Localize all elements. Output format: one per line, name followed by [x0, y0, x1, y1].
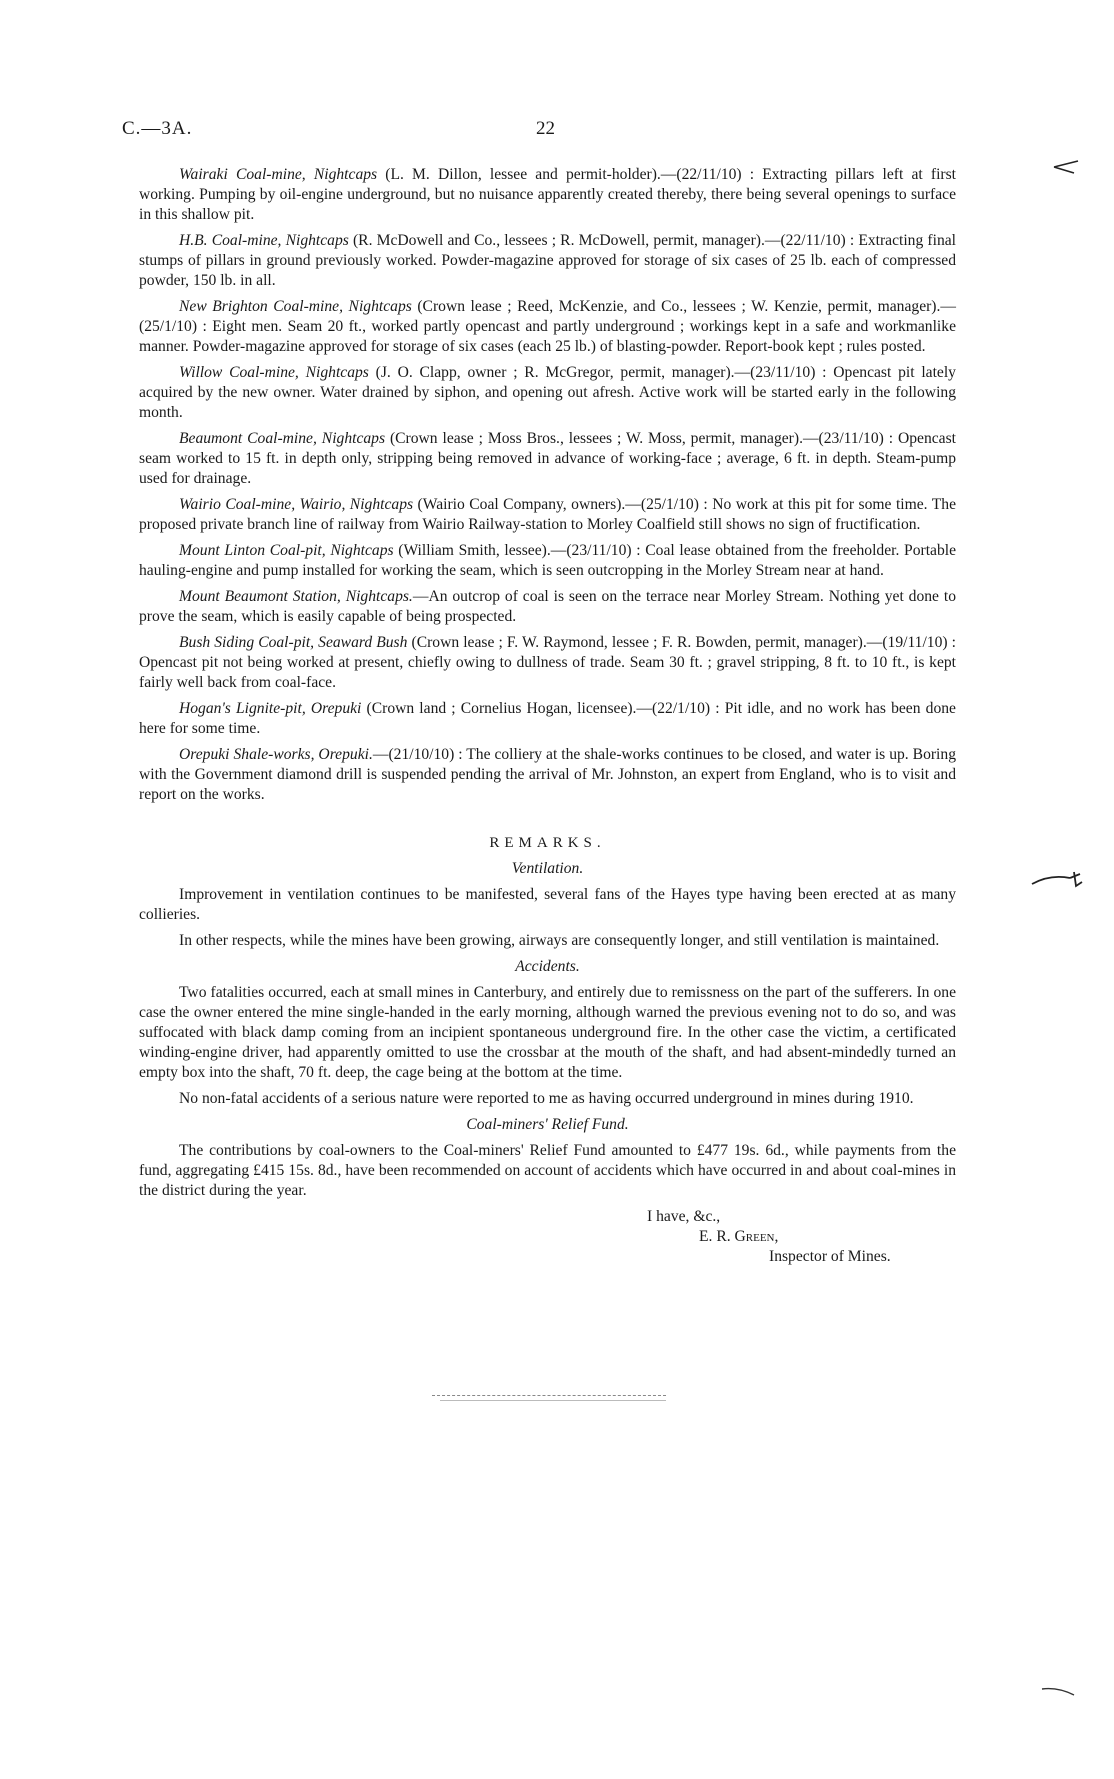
entry-paragraph — [139, 699, 956, 739]
entry-paragraph — [139, 165, 956, 225]
entry-paragraph — [139, 745, 956, 805]
ventilation-paragraph: In other respects, while the mines have been growing, airways are consequently longer, and still ventilation is maintained. — [179, 932, 940, 949]
entry-text: (J. O. Clapp, owner ; R. McGregor, permit, manager).—(23/11/10) : Opencast pit lately acquired by the new owner. Water drained by siphon, and opening out afresh. Active work will be started early in the following month. — [139, 364, 956, 421]
entry-name: H.B. Coal-mine, Nightcaps — [179, 232, 349, 249]
signature-name: E. R. Green, — [699, 1228, 779, 1245]
entry-paragraph — [139, 495, 956, 535]
entry-paragraph — [139, 541, 956, 581]
entry-paragraph — [139, 429, 956, 489]
entry-name: Mount Beaumont Station, Nightcaps. — [179, 588, 413, 605]
entry-paragraph — [139, 363, 956, 423]
entry-name: Bush Siding Coal-pit, Seaward Bush — [179, 634, 408, 651]
margin-pen-mark — [1030, 870, 1090, 896]
entry-text: (Crown land ; Cornelius Hogan, licensee).—(22/1/10) : Pit idle, and no work has been done here for some time. — [139, 700, 956, 737]
body-text — [139, 165, 956, 1269]
entry-text: —(21/10/10) : The colliery at the shale-works continues to be closed, and water is up. Boring with the Government diamond drill is suspended pending the arrival of Mr. Johnston, an expert from England, who is to visit and report on the works. — [139, 746, 956, 803]
signature-closing: I have, &c., — [647, 1208, 721, 1225]
entry-paragraph — [139, 633, 956, 693]
entry-name: Willow Coal-mine, Nightcaps — [179, 364, 369, 381]
margin-scratch-mark — [1040, 1680, 1080, 1703]
signature-title: Inspector of Mines. — [769, 1248, 891, 1265]
entry-text: (L. M. Dillon, lessee and permit-holder).—(22/11/10) : Extracting pillars left at first working. Pumping by oil-engine underground, but no nuisance apparently created thereby, there being several openings to surface in this shallow pit. — [139, 166, 956, 223]
entry-text: (Crown lease ; Moss Bros., lessees ; W. Moss, permit, manager).—(23/11/10) : Opencast seam worked to 15 ft. in depth only, stripping being removed in advance of working-face ; average, 6 ft. in depth. Steam-pump used for drainage. — [139, 430, 956, 487]
entry-name: Beaumont Coal-mine, Nightcaps — [179, 430, 386, 447]
entry-text: (Crown lease ; Reed, McKenzie, and Co., lessees ; W. Kenzie, permit, manager).—(25/1/10) : Eight men. Seam 20 ft., worked partly opencast and partly underground ; workings kept in a safe and workmanlike manner. Powder-magazine approved for storage of six cases (each 25 lb.) of blasting-powder. Report-book kept ; rules posted. — [139, 298, 956, 355]
accidents-heading: Accidents. — [515, 958, 580, 975]
margin-tick-mark — [1052, 158, 1082, 181]
accidents-paragraph: No non-fatal accidents of a serious nature were reported to me as having occurred underground in mines during 1910. — [179, 1090, 914, 1107]
entry-name: Orepuki Shale-works, Orepuki. — [179, 746, 373, 763]
mine-entries — [139, 165, 956, 805]
document-reference: C.—3A. — [122, 118, 193, 139]
entry-paragraph — [139, 231, 956, 291]
entry-text: (William Smith, lessee).—(23/11/10) : Coal lease obtained from the freeholder. Portable hauling-engine and pump installed for working the seam, which is seen outcropping in the Morley Stream near at hand. — [139, 542, 956, 579]
closing-rule — [432, 1395, 666, 1396]
entry-name: Hogan's Lignite-pit, Orepuki — [179, 700, 362, 717]
entry-name: Wairio Coal-mine, Wairio, Nightcaps — [179, 496, 414, 513]
entry-name: Mount Linton Coal-pit, Nightcaps — [179, 542, 394, 559]
accidents-paragraph: Two fatalities occurred, each at small mines in Canterbury, and entirely due to remissness on the part of the sufferers. In one case the owner entered the mine single-handed in the early morning, although warned the previous evening not to do so, and was suffocated with black damp coming from an incipient spontaneous underground fire. In the other case the victim, a certificated winding-engine driver, had apparently omitted to use the crossbar at the mouth of the shaft, and had absent-mindedly turned an empty box into the shaft, 70 ft. deep, the cage being at the bottom at the time. — [139, 984, 956, 1081]
entry-text: (Wairio Coal Company, owners).—(25/1/10) : No work at this pit for some time. The proposed private branch line of railway from Wairio Railway-station to Morley Coalfield still shows no sign of fructification. — [139, 496, 956, 533]
entry-text: (R. McDowell and Co., lessees ; R. McDowell, permit, manager).—(22/11/10) : Extracting final stumps of pillars in ground previously worked. Powder-magazine approved for storage of six cases of 25 lb. each of compressed powder, 150 lb. in all. — [139, 232, 956, 289]
relief-fund-paragraph: The contributions by coal-owners to the Coal-miners' Relief Fund amounted to £477 19s. 6d., while payments from the fund, aggregating £415 15s. 8d., have been recommended on account of accidents which have occurred in and about coal-mines in the district during the year. — [139, 1142, 956, 1199]
entry-text: —An outcrop of coal is seen on the terrace near Morley Stream. Nothing yet done to prove the seam, which is easily capable of being prospected. — [139, 588, 956, 625]
entry-paragraph — [139, 587, 956, 627]
relief-fund-heading: Coal-miners' Relief Fund. — [466, 1116, 629, 1133]
closing-rule-lower — [440, 1400, 666, 1401]
ventilation-paragraph: Improvement in ventilation continues to be manifested, several fans of the Hayes type having been erected at as many collieries. — [139, 886, 956, 923]
remarks-heading: REMARKS. — [489, 835, 606, 851]
page-number: 22 — [536, 118, 555, 139]
entry-name: Wairaki Coal-mine, Nightcaps — [179, 166, 378, 183]
entry-paragraph — [139, 297, 956, 357]
entry-text: (Crown lease ; F. W. Raymond, lessee ; F. R. Bowden, permit, manager).—(19/11/10) : Opencast pit not being worked at present, chiefly owing to dullness of trade. Seam 30 ft. ; gravel stripping, 8 ft. to 10 ft., is kept fairly well back from coal-face. — [139, 634, 957, 691]
ventilation-heading: Ventilation. — [511, 860, 584, 877]
signature-block — [139, 1207, 956, 1269]
entry-name: New Brighton Coal-mine, Nightcaps — [179, 298, 412, 315]
